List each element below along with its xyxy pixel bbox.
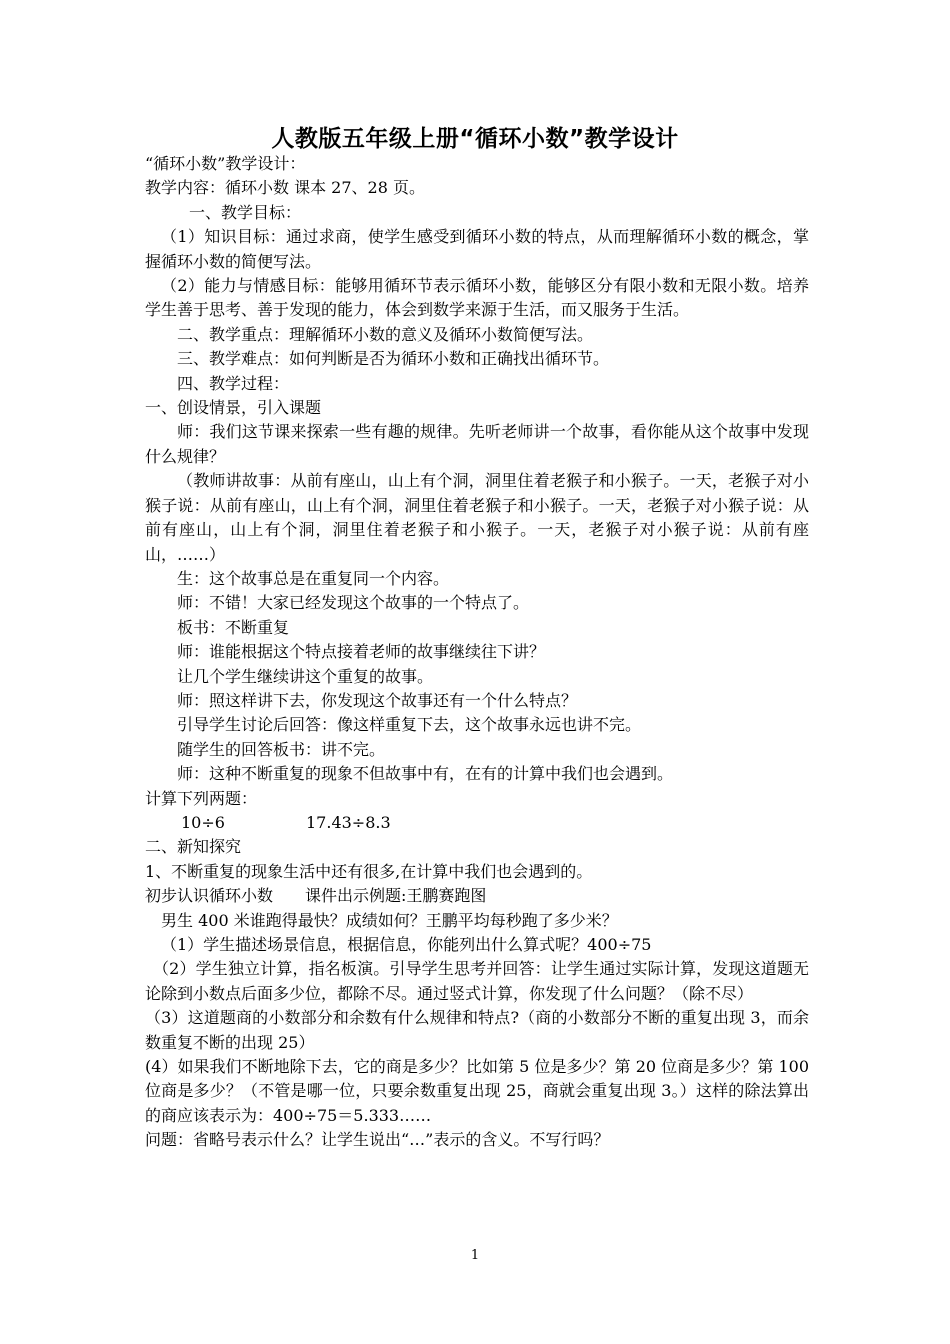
document-body	[145, 152, 809, 1153]
paragraph-board-2: 随学生的回答板书：讲不完。	[177, 739, 386, 759]
paragraph-teacher-4: 师：照这样讲下去，你发现这个故事还有一个什么特点？	[177, 690, 578, 710]
paragraph-step-3: （3）这道题商的小数部分和余数有什么规律和特点?（商的小数部分不断的重复出现 3，而余数重复不断的出现 25）	[145, 1008, 809, 1052]
paragraph-explore-2: 初步认识循环小数 课件出示例题:王鹏赛跑图	[145, 886, 487, 906]
paragraph-story: （教师讲故事：从前有座山，山上有个洞，洞里住着老猴子和小猴子。一天，老猴子对小猴子说：从前有座山，山上有个洞，洞里住着老猴子和小猴子。一天，老猴子对小猴子说：从前有座山，山上有个洞，洞里住着老猴子和小猴子。一天，老猴子对小猴子说：从前有座山，……）	[145, 471, 809, 564]
paragraph-step-4: (4）如果我们不断地除下去，它的商是多少？比如第 5 位是多少？第 20 位商是多少？第 100 位商是多少？（不管是哪一位，只要余数重复出现 25，商就会重复出现 3。）这样的除法算出的商应该表示为：400÷75＝5.333……	[145, 1057, 809, 1125]
paragraph-calc-heading: 计算下列两题：	[145, 788, 258, 808]
paragraph-teacher-1: 师：我们这节课来探索一些有趣的规律。先听老师讲一个故事，看你能从这个故事中发现什么规律？	[145, 422, 809, 466]
paragraph-activity: 让几个学生继续讲这个重复的故事。	[177, 666, 434, 686]
calc-problem-1: 10÷6	[181, 812, 225, 832]
paragraph-discussion: 引导学生讨论后回答：像这样重复下去，这个故事永远也讲不完。	[177, 715, 642, 735]
paragraph-ellipsis-question: 问题：省略号表示什么？让学生说出“…”表示的含义。不写行吗？	[145, 1130, 610, 1150]
calc-problems	[145, 811, 809, 835]
step-heading-1: 一、创设情景，引入课题	[145, 398, 322, 418]
section-process: 四、教学过程：	[177, 373, 290, 393]
paragraph-teacher-3: 师：谁能根据这个特点接着老师的故事继续往下讲？	[177, 642, 546, 662]
paragraph-student-1: 生：这个故事总是在重复同一个内容。	[177, 568, 450, 588]
paragraph-goal-1: （1）知识目标：通过求商，使学生感受到循环小数的特点，从而理解循环小数的概念，掌握循环小数的简便写法。	[145, 227, 809, 271]
section-difficulties: 三、教学难点：如何判断是否为循环小数和正确找出循环节。	[177, 349, 610, 369]
page-number: 1	[470, 1248, 480, 1263]
paragraph-teacher-5: 师：这种不断重复的现象不但故事中有，在有的计算中我们也会遇到。	[177, 764, 674, 784]
paragraph-content: 教学内容：循环小数 课本 27、28 页。	[145, 178, 425, 198]
paragraph-teacher-2: 师：不错！大家已经发现这个故事的一个特点了。	[177, 593, 530, 613]
paragraph-board-1: 板书：不断重复	[177, 617, 290, 637]
paragraph-heading: “循环小数”教学设计：	[145, 154, 306, 173]
paragraph-explore-1: 1、不断重复的现象生活中还有很多,在计算中我们也会遇到的。	[145, 861, 593, 881]
paragraph-step-1: （1）学生描述场景信息，根据信息，你能列出什么算式呢？400÷75	[161, 935, 652, 954]
section-key-points: 二、教学重点：理解循环小数的意义及循环小数简便写法。	[177, 324, 594, 344]
calc-problem-2: 17.43÷8.3	[306, 812, 391, 832]
step-heading-2: 二、新知探究	[145, 837, 242, 857]
paragraph-step-2: （2）学生独立计算，指名板演。引导学生思考并回答：让学生通过实际计算，发现这道题无论除到小数点后面多少位，都除不尽。通过竖式计算，你发现了什么问题？（除不尽）	[145, 959, 809, 1003]
section-goals: 一、教学目标：	[189, 202, 302, 222]
paragraph-goal-2: （2）能力与情感目标：能够用循环节表示循环小数，能够区分有限小数和无限小数。培养学生善于思考、善于发现的能力，体会到数学来源于生活，而又服务于生活。	[145, 276, 809, 320]
paragraph-question: 男生 400 米谁跑得最快？成绩如何？王鹏平均每秒跑了多少米？	[161, 910, 618, 930]
document-title: 人教版五年级上册“循环小数”教学设计	[271, 126, 679, 152]
